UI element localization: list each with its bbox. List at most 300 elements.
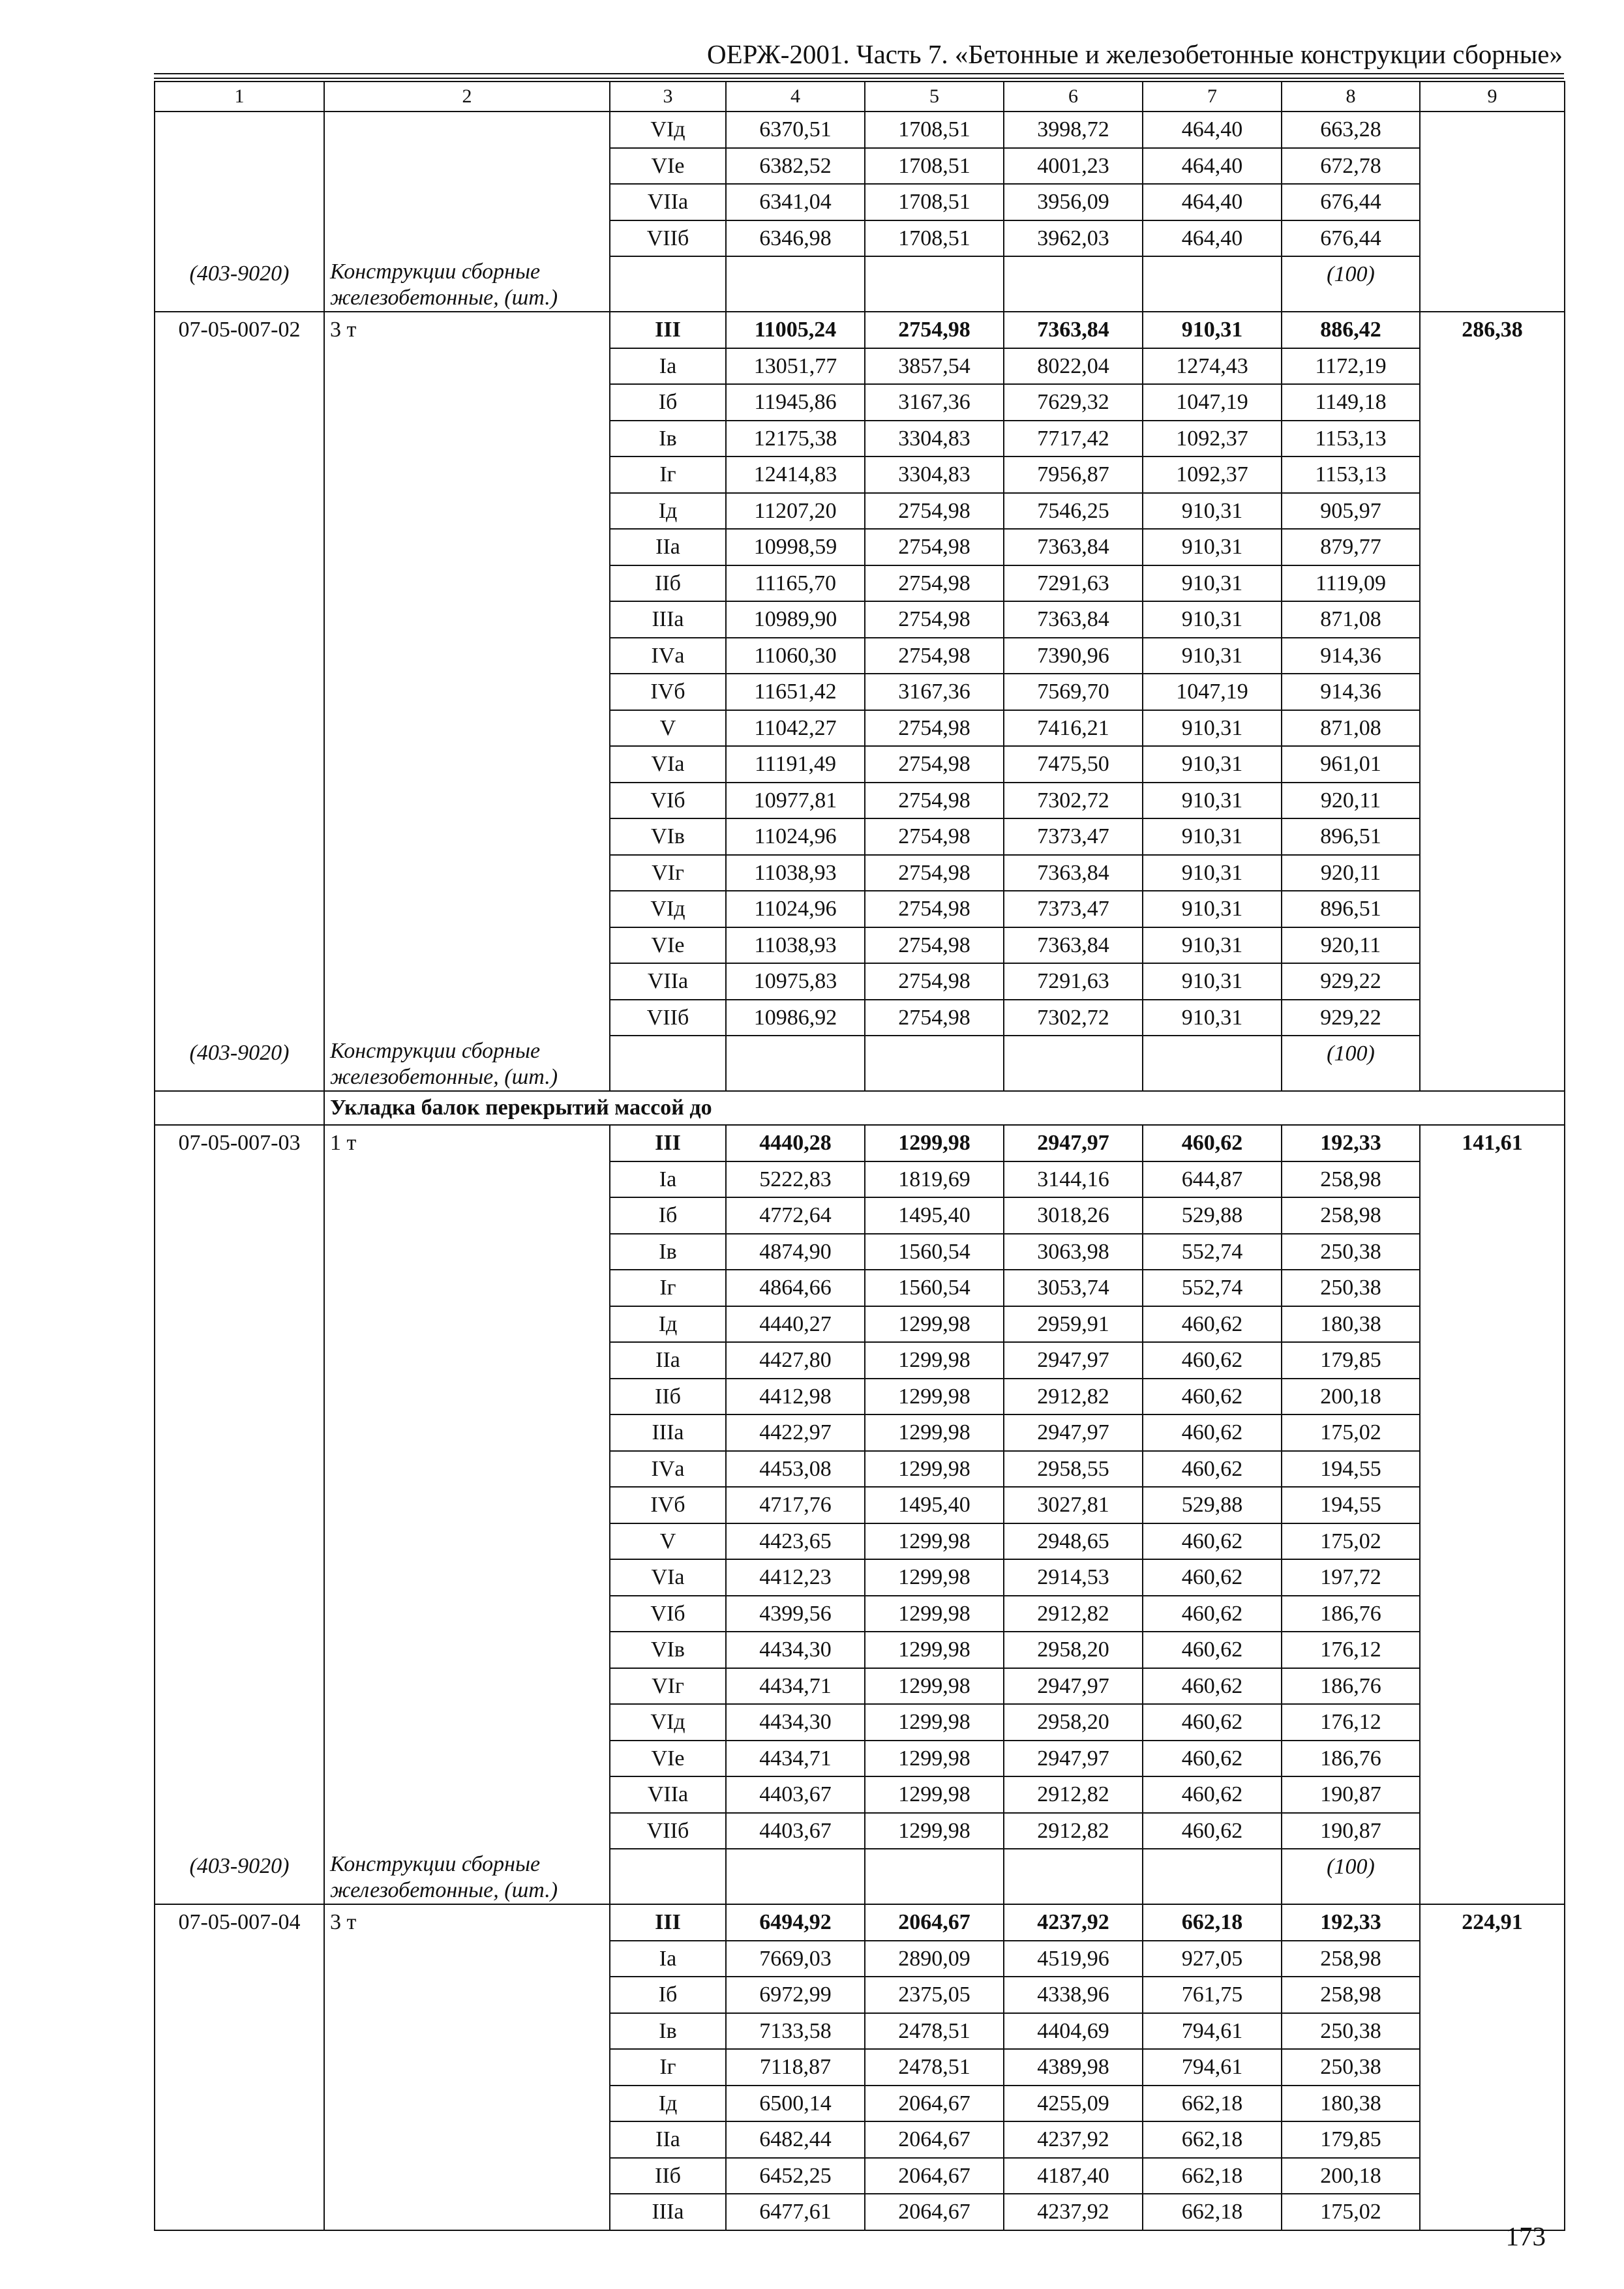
operators-wages-cell: 460,62	[1143, 1342, 1282, 1379]
total-cell: 10975,83	[726, 963, 865, 1000]
materials-cell: 179,85	[1282, 2121, 1420, 2158]
labor-cell	[1420, 1379, 1565, 1415]
code-cell	[155, 565, 324, 602]
labor-cell	[1420, 1000, 1565, 1036]
machines-cell: 4338,96	[1004, 1977, 1143, 2013]
code-cell	[155, 1559, 324, 1596]
machines-cell: 7363,84	[1004, 601, 1143, 638]
code-cell	[155, 1234, 324, 1270]
code-cell	[155, 220, 324, 257]
code-cell: (403-9020)	[155, 1849, 324, 1904]
labor-cell	[1420, 1523, 1565, 1560]
zone-cell: VIа	[610, 1559, 726, 1596]
machines-cell: 7302,72	[1004, 783, 1143, 819]
machines-cell: 2959,91	[1004, 1306, 1143, 1343]
zone-cell: VIIа	[610, 963, 726, 1000]
name-cell	[324, 746, 610, 783]
name-cell	[324, 456, 610, 493]
wages-cell: 2754,98	[865, 312, 1004, 348]
total-cell: 6341,04	[726, 184, 865, 220]
operators-wages-cell: 910,31	[1143, 565, 1282, 602]
materials-cell: 179,85	[1282, 1342, 1420, 1379]
zone-cell: Iв	[610, 421, 726, 457]
materials-cell: 1153,13	[1282, 421, 1420, 457]
wages-cell: 2754,98	[865, 529, 1004, 565]
machines-cell: 4187,40	[1004, 2158, 1143, 2194]
labor-cell	[1420, 1849, 1565, 1904]
zone-cell: VIе	[610, 927, 726, 964]
labor-cell	[1420, 746, 1565, 783]
materials-cell: 186,76	[1282, 1596, 1420, 1632]
machines-cell: 4255,09	[1004, 2086, 1143, 2122]
zone-cell: VIв	[610, 818, 726, 855]
operators-wages-cell: 662,18	[1143, 2086, 1282, 2122]
labor-cell	[1420, 256, 1565, 312]
resource-row	[155, 1036, 1565, 1091]
wages-cell: 2478,51	[865, 2049, 1004, 2086]
materials-cell: 1153,13	[1282, 456, 1420, 493]
zone-cell: IIа	[610, 2121, 726, 2158]
code-cell	[155, 855, 324, 891]
materials-cell: 871,08	[1282, 710, 1420, 747]
machines-cell: 7546,25	[1004, 493, 1143, 530]
operators-wages-cell: 529,88	[1143, 1487, 1282, 1523]
materials-cell: 180,38	[1282, 1306, 1420, 1343]
total-cell: 11060,30	[726, 638, 865, 674]
zone-cell	[610, 256, 726, 312]
zone-row	[155, 2049, 1565, 2086]
zone-row	[155, 855, 1565, 891]
machines-cell	[1004, 1036, 1143, 1091]
name-cell	[324, 421, 610, 457]
wages-cell: 1299,98	[865, 1342, 1004, 1379]
operators-wages-cell: 460,62	[1143, 1125, 1282, 1161]
materials-cell: 250,38	[1282, 2013, 1420, 2050]
name-cell	[324, 1306, 610, 1343]
wages-cell: 2478,51	[865, 2013, 1004, 2050]
materials-cell: 914,36	[1282, 674, 1420, 710]
wages-cell: 2754,98	[865, 855, 1004, 891]
zone-cell: IVа	[610, 638, 726, 674]
total-cell: 11024,96	[726, 818, 865, 855]
materials-cell: 929,22	[1282, 1000, 1420, 1036]
machines-cell: 2912,82	[1004, 1776, 1143, 1813]
total-cell: 4412,98	[726, 1379, 865, 1415]
machines-cell: 3018,26	[1004, 1197, 1143, 1234]
zone-row	[155, 891, 1565, 927]
code-cell: 07-05-007-02	[155, 312, 324, 348]
wages-cell: 2754,98	[865, 710, 1004, 747]
labor-cell	[1420, 710, 1565, 747]
zone-row	[155, 220, 1565, 257]
section-code-cell	[155, 1091, 324, 1125]
materials-cell: 200,18	[1282, 1379, 1420, 1415]
name-cell	[324, 674, 610, 710]
name-cell	[324, 184, 610, 220]
wages-cell: 1299,98	[865, 1632, 1004, 1668]
code-cell	[155, 1813, 324, 1849]
operators-wages-cell: 662,18	[1143, 2194, 1282, 2230]
total-cell	[726, 1036, 865, 1091]
labor-cell	[1420, 1941, 1565, 1977]
zone-row	[155, 1741, 1565, 1777]
materials-cell: 1172,19	[1282, 348, 1420, 385]
total-cell: 10977,81	[726, 783, 865, 819]
zone-cell: VIа	[610, 746, 726, 783]
total-cell: 7669,03	[726, 1941, 865, 1977]
materials-cell: 672,78	[1282, 148, 1420, 185]
name-cell	[324, 348, 610, 385]
name-cell: 1 т	[324, 1125, 610, 1161]
labor-cell: 224,91	[1420, 1904, 1565, 1941]
code-cell	[155, 1000, 324, 1036]
zone-cell: III	[610, 1904, 726, 1941]
zone-row	[155, 456, 1565, 493]
column-number: 1	[155, 82, 324, 112]
zone-cell: Iг	[610, 1270, 726, 1306]
wages-cell: 1560,54	[865, 1234, 1004, 1270]
total-cell: 4864,66	[726, 1270, 865, 1306]
zone-row	[155, 927, 1565, 964]
operators-wages-cell: 910,31	[1143, 963, 1282, 1000]
operators-wages-cell: 460,62	[1143, 1668, 1282, 1705]
name-cell	[324, 1234, 610, 1270]
wages-cell: 2754,98	[865, 601, 1004, 638]
operators-wages-cell: 460,62	[1143, 1559, 1282, 1596]
machines-cell: 2912,82	[1004, 1596, 1143, 1632]
code-cell	[155, 674, 324, 710]
wages-cell: 2754,98	[865, 963, 1004, 1000]
column-number: 6	[1004, 82, 1143, 112]
total-cell: 4440,27	[726, 1306, 865, 1343]
total-cell: 4399,56	[726, 1596, 865, 1632]
total-cell: 6482,44	[726, 2121, 865, 2158]
total-cell: 6382,52	[726, 148, 865, 185]
labor-cell	[1420, 674, 1565, 710]
machines-cell: 3962,03	[1004, 220, 1143, 257]
zone-cell: VIе	[610, 148, 726, 185]
wages-cell: 1299,98	[865, 1741, 1004, 1777]
section-heading: Укладка балок перекрытий массой до	[324, 1091, 1565, 1125]
code-cell	[155, 1704, 324, 1741]
labor-cell	[1420, 1036, 1565, 1091]
labor-cell	[1420, 565, 1565, 602]
total-cell: 6494,92	[726, 1904, 865, 1941]
operators-wages-cell: 662,18	[1143, 1904, 1282, 1941]
materials-cell: 905,97	[1282, 493, 1420, 530]
wages-cell: 1299,98	[865, 1813, 1004, 1849]
zone-row	[155, 565, 1565, 602]
labor-cell	[1420, 456, 1565, 493]
column-number: 8	[1282, 82, 1420, 112]
wages-cell: 2754,98	[865, 565, 1004, 602]
operators-wages-cell: 552,74	[1143, 1270, 1282, 1306]
operators-wages-cell: 927,05	[1143, 1941, 1282, 1977]
wages-cell: 1560,54	[865, 1270, 1004, 1306]
labor-cell	[1420, 384, 1565, 421]
materials-cell: 1149,18	[1282, 384, 1420, 421]
operators-wages-cell: 460,62	[1143, 1596, 1282, 1632]
machines-cell: 2947,97	[1004, 1125, 1143, 1161]
machines-cell: 7629,32	[1004, 384, 1143, 421]
operators-wages-cell: 460,62	[1143, 1704, 1282, 1741]
total-cell: 6972,99	[726, 1977, 865, 2013]
name-cell	[324, 1523, 610, 1560]
operators-wages-cell: 644,87	[1143, 1161, 1282, 1198]
name-cell	[324, 493, 610, 530]
code-cell	[155, 2194, 324, 2230]
materials-cell: 258,98	[1282, 1161, 1420, 1198]
name-cell	[324, 1977, 610, 2013]
labor-cell	[1420, 638, 1565, 674]
labor-cell	[1420, 1487, 1565, 1523]
labor-cell	[1420, 963, 1565, 1000]
wages-cell: 1299,98	[865, 1414, 1004, 1451]
zone-cell: IIIа	[610, 601, 726, 638]
code-cell	[155, 1741, 324, 1777]
labor-cell	[1420, 1306, 1565, 1343]
rate-row	[155, 1904, 1565, 1941]
operators-wages-cell: 1047,19	[1143, 384, 1282, 421]
name-cell	[324, 783, 610, 819]
machines-cell: 7291,63	[1004, 963, 1143, 1000]
wages-cell: 1299,98	[865, 1776, 1004, 1813]
name-cell	[324, 855, 610, 891]
labor-cell	[1420, 2121, 1565, 2158]
header-rule-bottom	[154, 78, 1564, 79]
zone-cell: IIIа	[610, 1414, 726, 1451]
zone-cell: VIд	[610, 891, 726, 927]
machines-cell: 4237,92	[1004, 2121, 1143, 2158]
operators-wages-cell: 910,31	[1143, 493, 1282, 530]
name-cell	[324, 1668, 610, 1705]
name-cell: 3 т	[324, 312, 610, 348]
wages-cell: 2754,98	[865, 493, 1004, 530]
code-cell	[155, 384, 324, 421]
wages-cell: 2754,98	[865, 818, 1004, 855]
zone-cell: Iд	[610, 2086, 726, 2122]
operators-wages-cell: 460,62	[1143, 1379, 1282, 1415]
materials-cell: 896,51	[1282, 818, 1420, 855]
machines-cell: 4404,69	[1004, 2013, 1143, 2050]
zone-row	[155, 1776, 1565, 1813]
zone-row	[155, 783, 1565, 819]
rate-row	[155, 1125, 1565, 1161]
materials-cell: 200,18	[1282, 2158, 1420, 2194]
operators-wages-cell: 910,31	[1143, 1000, 1282, 1036]
column-number: 2	[324, 82, 610, 112]
materials-cell: (100)	[1282, 1849, 1420, 1904]
total-cell: 7133,58	[726, 2013, 865, 2050]
machines-cell: 3027,81	[1004, 1487, 1143, 1523]
zone-row	[155, 1704, 1565, 1741]
code-cell	[155, 529, 324, 565]
materials-cell: 871,08	[1282, 601, 1420, 638]
total-cell: 13051,77	[726, 348, 865, 385]
name-cell	[324, 1487, 610, 1523]
operators-wages-cell: 460,62	[1143, 1776, 1282, 1813]
operators-wages-cell: 460,62	[1143, 1451, 1282, 1488]
labor-cell	[1420, 1977, 1565, 2013]
machines-cell	[1004, 256, 1143, 312]
zone-row	[155, 348, 1565, 385]
name-cell: Конструкции сборные железобетонные, (шт.)	[324, 256, 610, 312]
total-cell: 6346,98	[726, 220, 865, 257]
machines-cell: 7363,84	[1004, 312, 1143, 348]
name-cell	[324, 1161, 610, 1198]
wages-cell	[865, 256, 1004, 312]
name-cell	[324, 1379, 610, 1415]
wages-cell: 1299,98	[865, 1451, 1004, 1488]
wages-cell: 1819,69	[865, 1161, 1004, 1198]
zone-cell: IVб	[610, 674, 726, 710]
materials-cell: 258,98	[1282, 1977, 1420, 2013]
zone-cell: VIг	[610, 855, 726, 891]
machines-cell: 2958,20	[1004, 1704, 1143, 1741]
wages-cell: 1299,98	[865, 1306, 1004, 1343]
name-cell	[324, 638, 610, 674]
wages-cell: 1708,51	[865, 220, 1004, 257]
wages-cell: 2754,98	[865, 1000, 1004, 1036]
zone-cell: Iв	[610, 1234, 726, 1270]
zone-row	[155, 1632, 1565, 1668]
operators-wages-cell: 910,31	[1143, 710, 1282, 747]
code-cell	[155, 2013, 324, 2050]
section-heading-row	[155, 1091, 1565, 1125]
machines-cell: 7363,84	[1004, 529, 1143, 565]
name-cell	[324, 1451, 610, 1488]
zone-cell: Iг	[610, 2049, 726, 2086]
operators-wages-cell: 910,31	[1143, 638, 1282, 674]
zone-cell: VIIб	[610, 1813, 726, 1849]
total-cell: 12175,38	[726, 421, 865, 457]
labor-cell	[1420, 348, 1565, 385]
zone-row	[155, 1197, 1565, 1234]
code-cell	[155, 601, 324, 638]
name-cell: Конструкции сборные железобетонные, (шт.)	[324, 1036, 610, 1091]
machines-cell: 7373,47	[1004, 818, 1143, 855]
zone-cell: Iб	[610, 384, 726, 421]
name-cell	[324, 220, 610, 257]
code-cell	[155, 1668, 324, 1705]
code-cell	[155, 1342, 324, 1379]
wages-cell: 2064,67	[865, 2086, 1004, 2122]
labor-cell	[1420, 529, 1565, 565]
zone-cell: VIIа	[610, 1776, 726, 1813]
zone-row	[155, 421, 1565, 457]
materials-cell: 676,44	[1282, 184, 1420, 220]
machines-cell: 3998,72	[1004, 112, 1143, 148]
materials-cell: 192,33	[1282, 1904, 1420, 1941]
name-cell	[324, 818, 610, 855]
code-cell	[155, 638, 324, 674]
materials-cell: 1119,09	[1282, 565, 1420, 602]
zone-cell: IIIа	[610, 2194, 726, 2230]
operators-wages-cell: 910,31	[1143, 891, 1282, 927]
materials-cell: 961,01	[1282, 746, 1420, 783]
labor-cell	[1420, 184, 1565, 220]
operators-wages-cell: 910,31	[1143, 927, 1282, 964]
zone-row	[155, 1000, 1565, 1036]
page-number: 173	[1505, 2221, 1546, 2251]
operators-wages-cell: 460,62	[1143, 1306, 1282, 1343]
name-cell	[324, 112, 610, 148]
total-cell: 4412,23	[726, 1559, 865, 1596]
wages-cell: 3304,83	[865, 421, 1004, 457]
zone-row	[155, 184, 1565, 220]
wages-cell: 2064,67	[865, 2194, 1004, 2230]
materials-cell: 676,44	[1282, 220, 1420, 257]
zone-row	[155, 493, 1565, 530]
code-cell	[155, 493, 324, 530]
operators-wages-cell: 1092,37	[1143, 456, 1282, 493]
zone-row	[155, 710, 1565, 747]
total-cell: 6370,51	[726, 112, 865, 148]
total-cell: 4422,97	[726, 1414, 865, 1451]
operators-wages-cell: 464,40	[1143, 220, 1282, 257]
total-cell: 4453,08	[726, 1451, 865, 1488]
operators-wages-cell	[1143, 256, 1282, 312]
machines-cell: 7363,84	[1004, 927, 1143, 964]
name-cell	[324, 2049, 610, 2086]
name-cell	[324, 1596, 610, 1632]
code-cell	[155, 1941, 324, 1977]
machines-cell: 3956,09	[1004, 184, 1143, 220]
code-cell	[155, 2049, 324, 2086]
wages-cell: 1495,40	[865, 1487, 1004, 1523]
machines-cell: 4389,98	[1004, 2049, 1143, 2086]
machines-cell: 2947,97	[1004, 1741, 1143, 1777]
zone-cell: Iа	[610, 1161, 726, 1198]
zone-cell: III	[610, 1125, 726, 1161]
zone-row	[155, 1559, 1565, 1596]
name-cell	[324, 148, 610, 185]
code-cell	[155, 963, 324, 1000]
operators-wages-cell: 910,31	[1143, 601, 1282, 638]
operators-wages-cell	[1143, 1849, 1282, 1904]
zone-cell: Iб	[610, 1197, 726, 1234]
operators-wages-cell: 460,62	[1143, 1523, 1282, 1560]
labor-cell	[1420, 1414, 1565, 1451]
zone-row	[155, 746, 1565, 783]
materials-cell: 197,72	[1282, 1559, 1420, 1596]
machines-cell: 2914,53	[1004, 1559, 1143, 1596]
operators-wages-cell: 761,75	[1143, 1977, 1282, 2013]
name-cell	[324, 2121, 610, 2158]
machines-cell: 2947,97	[1004, 1668, 1143, 1705]
machines-cell: 7569,70	[1004, 674, 1143, 710]
wages-cell: 1708,51	[865, 148, 1004, 185]
column-numbers-row	[155, 82, 1565, 112]
zone-row	[155, 601, 1565, 638]
materials-cell: 250,38	[1282, 2049, 1420, 2086]
wages-cell: 1299,98	[865, 1596, 1004, 1632]
name-cell	[324, 1632, 610, 1668]
zone-row	[155, 1487, 1565, 1523]
code-cell	[155, 1523, 324, 1560]
zone-row	[155, 1306, 1565, 1343]
name-cell	[324, 963, 610, 1000]
zone-cell: IIб	[610, 565, 726, 602]
machines-cell: 7302,72	[1004, 1000, 1143, 1036]
materials-cell: 175,02	[1282, 1414, 1420, 1451]
materials-cell: 896,51	[1282, 891, 1420, 927]
code-cell	[155, 1197, 324, 1234]
zone-cell: VIд	[610, 112, 726, 148]
zone-row	[155, 112, 1565, 148]
total-cell: 11165,70	[726, 565, 865, 602]
code-cell	[155, 1451, 324, 1488]
